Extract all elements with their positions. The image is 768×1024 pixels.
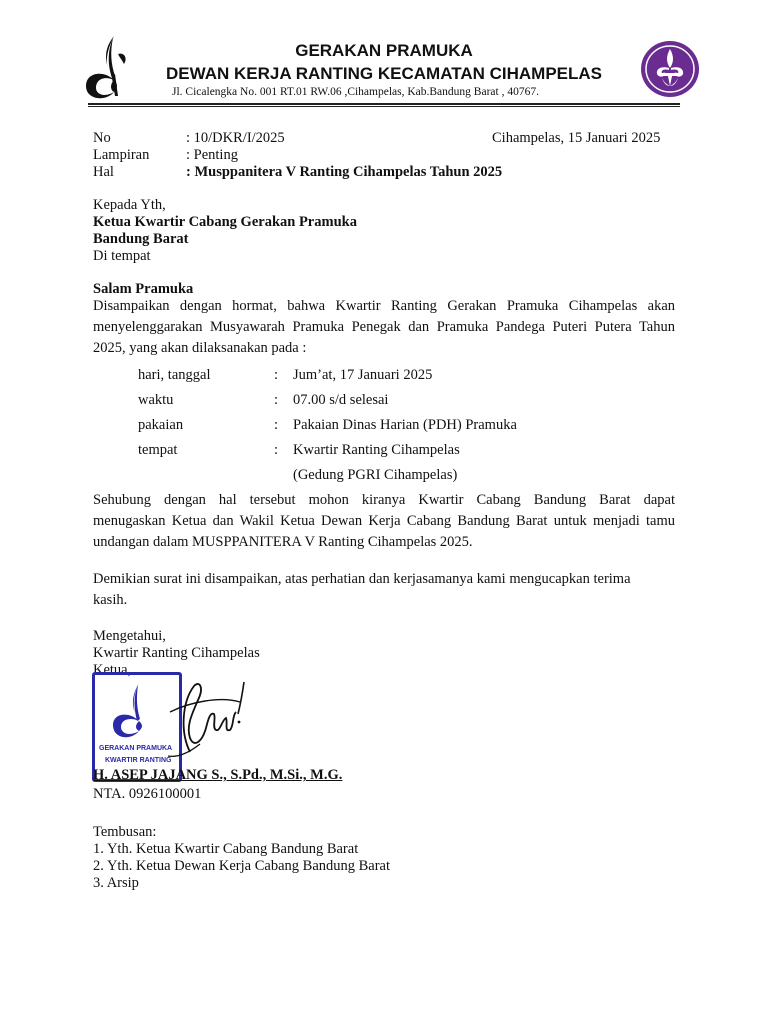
- no-value: : 10/DKR/I/2025: [186, 130, 285, 146]
- org-name: GERAKAN PRAMUKA: [295, 41, 473, 60]
- intro-line: menyelenggarakan Musyawarah Pramuka Penegak dan Pramuka Pandega Puteri Putera Tahun: [93, 319, 675, 335]
- lampiran-value: : Penting: [186, 147, 238, 163]
- recipient-line3: Di tempat: [93, 248, 151, 264]
- place-date: Cihampelas, 15 Januari 2025: [492, 130, 661, 146]
- intro-line: 2025, yang akan dilaksanakan pada :: [93, 340, 307, 356]
- detail-value: Pakaian Dinas Harian (PDH) Pramuka: [293, 417, 517, 433]
- handwritten-signature: [160, 672, 260, 762]
- tembusan-item: 3. Arsip: [93, 875, 139, 891]
- closing-line: Demikian surat ini disampaikan, atas perhatian dan kerjasamanya kami mengucapkan terima: [93, 571, 631, 587]
- signature-acknowledged: Mengetahui,: [93, 628, 166, 644]
- paragraph-intro: [93, 296, 675, 359]
- recipient-line2: Bandung Barat: [93, 231, 189, 247]
- detail-value: Kwartir Ranting Cihampelas: [293, 442, 460, 458]
- detail-value: (Gedung PGRI Cihampelas): [293, 467, 458, 483]
- signature-role: Ketua,: [93, 662, 132, 678]
- detail-sep: :: [274, 392, 279, 408]
- request-line: Sehubung dengan hal tersebut mohon kiranya Kwartir Cabang Bandung Barat dapat: [93, 492, 675, 508]
- tembusan-item: 2. Yth. Ketua Dewan Kerja Cabang Bandung Barat: [93, 858, 391, 874]
- world-scout-emblem: [640, 40, 700, 98]
- closing-line: kasih.: [93, 592, 128, 608]
- signature-office: Kwartir Ranting Cihampelas: [93, 645, 260, 661]
- tembusan-item: 1. Yth. Ketua Kwartir Cabang Bandung Barat: [93, 841, 359, 857]
- header-rule-thick: [88, 103, 680, 105]
- detail-value: 07.00 s/d selesai: [293, 392, 389, 408]
- recipient-greeting: Kepada Yth,: [93, 197, 166, 213]
- request-line: undangan dalam MUSPPANITERA V Ranting Cihampelas 2025.: [93, 534, 473, 550]
- stamp-text-line1: GERAKAN PRAMUKA: [99, 745, 173, 752]
- tunas-kelapa-logo: [84, 34, 132, 102]
- detail-sep: :: [274, 367, 279, 383]
- salam-heading: Salam Pramuka: [93, 281, 194, 297]
- stamp-emblem-icon: [109, 679, 161, 739]
- hal-label: Hal: [93, 164, 114, 180]
- tembusan-title: Tembusan:: [93, 824, 157, 840]
- detail-label: pakaian: [138, 417, 184, 433]
- stamp-text-line2: KWARTIR RANTING: [105, 757, 172, 764]
- detail-label: hari, tanggal: [138, 367, 211, 383]
- detail-label: tempat: [138, 442, 178, 458]
- council-name: DEWAN KERJA RANTING KECAMATAN CIHAMPELAS: [165, 64, 602, 83]
- lampiran-label: Lampiran: [93, 147, 150, 163]
- detail-sep: :: [274, 442, 279, 458]
- request-line: menugaskan Ketua dan Wakil Ketua Dewan Kerja Cabang Bandung Barat untuk menjadi tamu: [93, 513, 675, 529]
- hal-value: : Musppanitera V Ranting Cihampelas Tahun 2025: [186, 164, 503, 180]
- org-address: Jl. Cicalengka No. 001 RT.01 RW.06 ,Cihampelas, Kab.Bandung Barat , 40767.: [172, 86, 539, 98]
- recipient-line1: Ketua Kwartir Cabang Gerakan Pramuka: [93, 214, 357, 230]
- no-label: No: [93, 130, 111, 146]
- intro-line: Disampaikan dengan hormat, bahwa Kwartir Ranting Gerakan Pramuka Cihampelas akan: [93, 298, 675, 314]
- header-rule-thin: [88, 106, 680, 107]
- paragraph-closing: [93, 569, 675, 611]
- signatory-nta: NTA. 0926100001: [93, 786, 202, 802]
- signatory-name: H. ASEP JAJANG S., S.Pd., M.Si., M.G.: [93, 767, 343, 783]
- detail-sep: :: [274, 417, 279, 433]
- paragraph-request: [93, 490, 675, 553]
- detail-value: Jum’at, 17 Januari 2025: [293, 367, 433, 383]
- detail-label: waktu: [138, 392, 174, 408]
